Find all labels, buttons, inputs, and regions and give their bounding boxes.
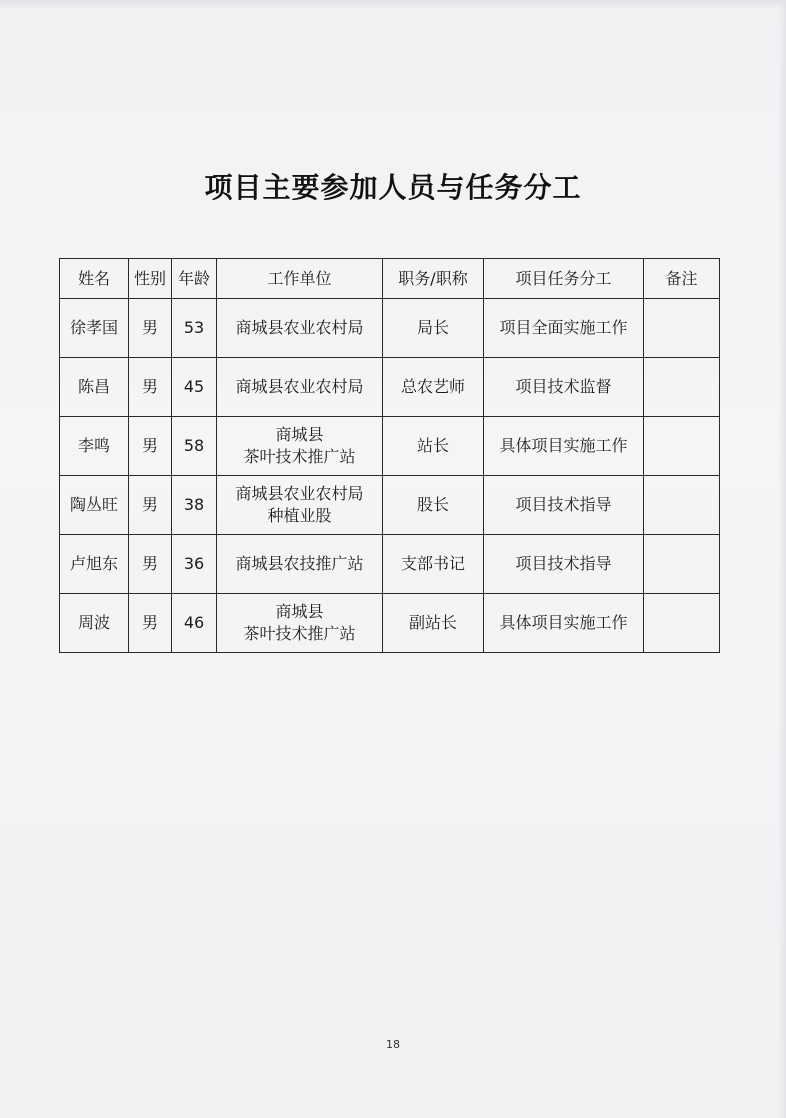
cell-task: 项目技术指导	[484, 535, 644, 594]
cell-task: 具体项目实施工作	[484, 417, 644, 476]
cell-position: 总农艺师	[383, 358, 484, 417]
cell-age: 36	[172, 535, 217, 594]
cell-unit	[217, 594, 383, 653]
cell-name: 卢旭东	[60, 535, 129, 594]
table-header-row	[60, 259, 720, 299]
cell-age: 38	[172, 476, 217, 535]
cell-unit	[217, 476, 383, 535]
page-number: 18	[386, 1038, 400, 1051]
table-row	[60, 535, 720, 594]
cell-task: 具体项目实施工作	[484, 594, 644, 653]
cell-task: 项目技术监督	[484, 358, 644, 417]
cell-name: 陈昌	[60, 358, 129, 417]
cell-unit-line2: 茶叶技术推广站	[243, 624, 356, 643]
staff-table	[59, 258, 720, 653]
header-note: 备注	[644, 259, 720, 299]
cell-unit-line2: 种植业股	[267, 506, 332, 525]
cell-note	[644, 594, 720, 653]
scan-edge-top	[0, 0, 786, 10]
header-unit: 工作单位	[217, 259, 383, 299]
cell-gender: 男	[129, 594, 172, 653]
cell-unit-line1: 商城县农业农村局	[235, 484, 364, 503]
cell-age: 58	[172, 417, 217, 476]
header-age: 年龄	[172, 259, 217, 299]
header-task: 项目任务分工	[484, 259, 644, 299]
header-position: 职务/职称	[383, 259, 484, 299]
header-gender: 性别	[129, 259, 172, 299]
document-title: 项目主要参加人员与任务分工	[204, 171, 582, 204]
cell-unit-line1: 商城县	[275, 425, 324, 444]
cell-gender: 男	[129, 358, 172, 417]
table-row	[60, 358, 720, 417]
cell-position: 支部书记	[383, 535, 484, 594]
cell-unit-line1: 商城县农业农村局	[235, 377, 364, 396]
cell-name: 李鸣	[60, 417, 129, 476]
table-row	[60, 476, 720, 535]
cell-position: 局长	[383, 299, 484, 358]
cell-age: 53	[172, 299, 217, 358]
cell-unit	[217, 535, 383, 594]
cell-note	[644, 358, 720, 417]
cell-position: 站长	[383, 417, 484, 476]
cell-name: 周波	[60, 594, 129, 653]
cell-position: 股长	[383, 476, 484, 535]
table-row	[60, 299, 720, 358]
table-row	[60, 594, 720, 653]
cell-note	[644, 299, 720, 358]
cell-name: 徐孝国	[60, 299, 129, 358]
cell-unit-line1: 商城县	[275, 602, 324, 621]
cell-position: 副站长	[383, 594, 484, 653]
cell-unit-line1: 商城县农技推广站	[235, 554, 364, 573]
cell-gender: 男	[129, 417, 172, 476]
cell-age: 46	[172, 594, 217, 653]
cell-note	[644, 417, 720, 476]
cell-note	[644, 535, 720, 594]
header-name: 姓名	[60, 259, 129, 299]
cell-task: 项目技术指导	[484, 476, 644, 535]
cell-unit	[217, 358, 383, 417]
cell-age: 45	[172, 358, 217, 417]
cell-unit	[217, 417, 383, 476]
table-row	[60, 417, 720, 476]
cell-note	[644, 476, 720, 535]
cell-task: 项目全面实施工作	[484, 299, 644, 358]
cell-unit	[217, 299, 383, 358]
cell-gender: 男	[129, 476, 172, 535]
cell-gender: 男	[129, 535, 172, 594]
cell-unit-line1: 商城县农业农村局	[235, 318, 364, 337]
cell-unit-line2: 茶叶技术推广站	[243, 447, 356, 466]
cell-name: 陶丛旺	[60, 476, 129, 535]
cell-gender: 男	[129, 299, 172, 358]
